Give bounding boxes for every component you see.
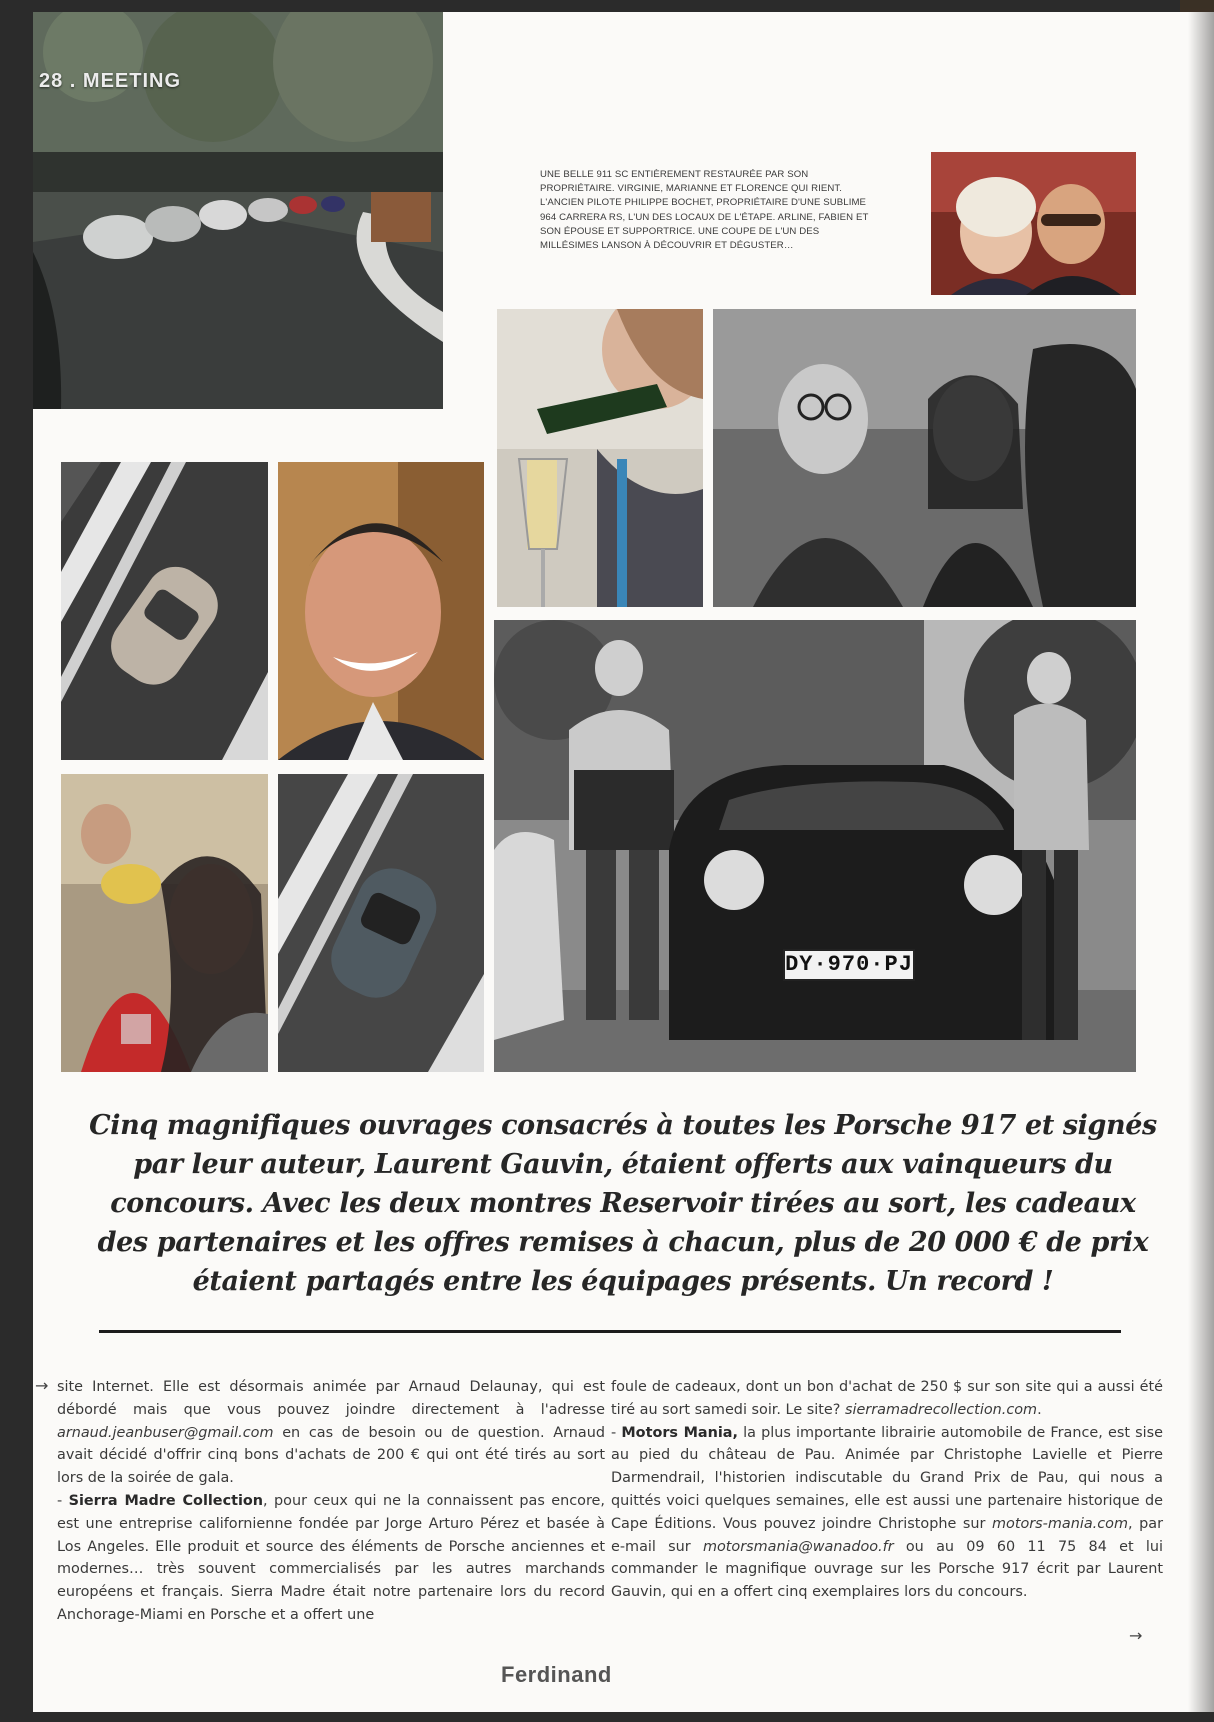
page-fold-shadow: [1188, 12, 1214, 1712]
site-motors-mania: motors-mania.com: [992, 1515, 1128, 1532]
paragraph-sierra-site: [611, 1376, 1163, 1422]
paragraph-delaunay: [57, 1376, 605, 1490]
text: ou au 09 60 11 75 84 et lui commander le magnifique ouvrage sur les Porsche 917 écrit par Laurent Gauvin, qui en a offert cinq exemplaires lors du concours.: [611, 1538, 1163, 1601]
column-right: [611, 1376, 1163, 1604]
section-title: MEETING: [82, 70, 182, 92]
pull-quote-rule: [99, 1330, 1121, 1333]
text: foule de cadeaux, dont un bon d'achat de 250 $ sur son site qui a aussi été tiré au sort samedi soir. Le site?: [611, 1379, 1163, 1418]
photo-couple-smiling: [931, 152, 1136, 295]
paragraph-sierra-madre: [57, 1490, 605, 1627]
photo-smiling-man-portrait: [278, 462, 484, 760]
photo-silver-porsche-overhead: [61, 462, 268, 760]
photo-dark-porsche-overhead: [278, 774, 484, 1072]
lead-sierra-madre: Sierra Madre Collection: [68, 1492, 264, 1509]
text: .: [1037, 1401, 1042, 1418]
magazine-page: [33, 12, 1214, 1712]
photo-couple-with-black-porsche: [494, 620, 1136, 1072]
page-number: 28: [39, 70, 64, 92]
ferdinand-logo: Ferdinand: [501, 1662, 612, 1687]
email-motors-mania: motorsmania@wanadoo.fr: [702, 1538, 894, 1555]
lead-motors-mania: Motors Mania,: [621, 1424, 738, 1441]
continued-arrow-icon: →: [35, 1376, 49, 1395]
site-sierra-madre: sierramadrecollection.com: [844, 1401, 1038, 1418]
dash: -: [57, 1492, 69, 1509]
page-header: 28 . MEETING: [39, 70, 182, 92]
column-left: [57, 1376, 605, 1627]
photo-champagne-pour: [497, 309, 703, 607]
text: , pour ceux qui ne la connaissent pas encore, est une entreprise californienne fondée par Jorge Arturo Pérez et basée à Los Angeles. Elle produit et source des éléments de Porsche anciennes et modernes… très souvent commercialisés par les autres marchands européens et français. Sierra Madre était notre partenaire lors du record Anchorage-Miami en Porsche et a offert une: [57, 1492, 605, 1623]
photo-people-at-bar: [61, 774, 268, 1072]
pull-quote: Cinq magnifiques ouvrages consacrés à toutes les Porsche 917 et signés par leur auteur, Laurent Gauvin, étaient offerts aux vainqueurs du concours. Avec les deux montres Reservoir tirées au sort, les cadeaux des partenaires et les offres remises à chacun, plus de 20 000 € de prix étaient partagés entre les équipages présents. Un record !: [89, 1110, 1157, 1297]
paragraph-motors-mania: [611, 1422, 1163, 1604]
dash: -: [611, 1424, 622, 1441]
photo-caption: UNE BELLE 911 SC ENTIÈREMENT RESTAURÉE PAR SON PROPRIÉTAIRE. VIRGINIE, MARIANNE ET FLORENCE QUI RIENT. L'ANCIEN PILOTE PHILIPPE BOCHET, PROPRIÉTAIRE D'UNE SUBLIME 964 CARRERA RS, L'UN DES LOCAUX DE L'ÉTAPE. ARLINE, FABIEN ET SON ÉPOUSE ET SUPPORTRICE. UNE COUPE DE L'UN DES MILLÉSIMES LANSON À DÉCOUVRIR ET DÉGUSTER…: [540, 169, 869, 252]
text: site Internet. Elle est désormais animée par Arnaud Delaunay, qui est débordé mais que vous pouvez joindre directement à l'adresse: [57, 1379, 605, 1418]
text: , par e-mail sur: [611, 1515, 1163, 1555]
text: la plus importante librairie automobile de France, est sise au pied du château de Pau. Animée par Christophe Lavielle et Pierre Darmendrail, l'historien indiscutable du Grand Prix de Pau, qui nous a quittés voici quelques semaines, elle est aussi une partenaire historique de Cape Éditions. Vous pouvez joindre Christophe sur: [611, 1424, 1163, 1532]
text: en cas de besoin ou de question. Arnaud avait décidé d'offrir cinq bons d'achats de 200 € qui ont été tirés au sort lors de la soirée de gala.: [57, 1424, 605, 1487]
email-arnaud: arnaud.jeanbuser@gmail.com: [57, 1424, 274, 1441]
photo-women-laughing: [713, 309, 1136, 607]
next-page-arrow-icon: →: [1129, 1626, 1143, 1645]
license-plate: DY·970·PJ: [785, 952, 913, 977]
